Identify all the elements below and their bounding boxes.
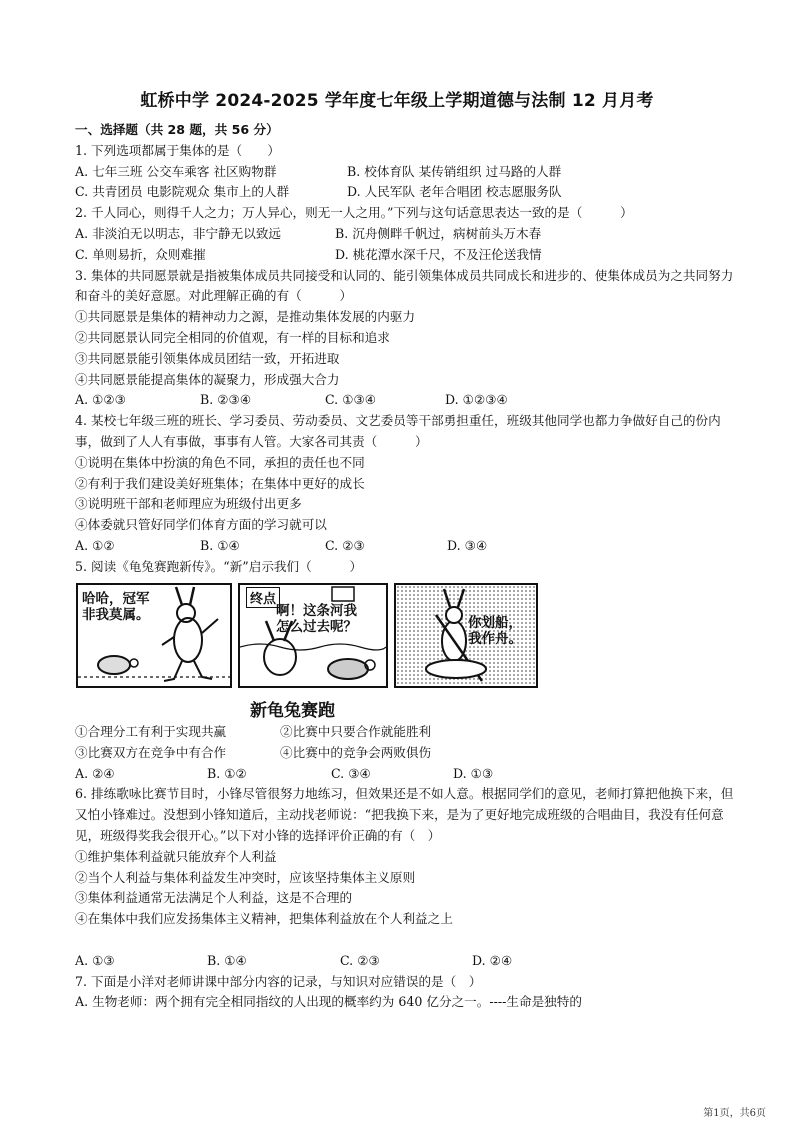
question-4-item-4: ④体委就只管好同学们体育方面的学习就可以: [75, 517, 327, 533]
option-c: C. 单则易折，众则难摧: [75, 246, 206, 262]
option-d: D. 桃花潭水深千尺，不及汪伦送我情: [335, 246, 542, 262]
question-3-item-1: ①共同愿景是集体的精神动力之源，是推动集体发展的内驱力: [75, 309, 416, 325]
question-6-stem: 6. 排练歌咏比赛节目时，小锋尽管很努力地练习，但效果还是不如人意。根据同学们的意见，老师打算把他换下来，但又怕小锋难过。没想到小锋知道后，主动找老师说：“把我换下来，是为了更好地完成班级的合唱曲目，我没有任何意见，班级得奖我会很开心。”以下对小锋的选择评价正确的有（ ）: [75, 786, 734, 843]
question-5-item-3: ③比赛双方在竞争中有合作: [75, 744, 227, 760]
option-d: D. ①③: [453, 765, 494, 781]
question-3-item-2: ②共同愿景认同完全相同的价值观，有一样的目标和追求: [75, 329, 390, 345]
option-b: B. 沉舟侧畔千帆过，病树前头万木春: [335, 225, 542, 241]
option-d: D. 人民军队 老年合唱团 校志愿服务队: [347, 184, 562, 200]
speech-line: 哈哈，冠军: [82, 591, 150, 607]
option-c: C. ③④: [331, 765, 371, 781]
comic-panel-1: [76, 583, 232, 688]
comic-panel-3: [394, 583, 538, 688]
question-4-stem: 4. 某校七年级三班的班长、学习委员、劳动委员、文艺委员等干部勇担重任，班级其他同学也都力争做好自己的份内事，做到了人人有事做，事事有人管。大家各司其责（ ）: [75, 413, 721, 449]
question-3-options: [75, 390, 737, 411]
option-c: C. ②③: [325, 537, 365, 553]
finish-sign: 终点: [246, 587, 280, 608]
option-b: B. ①②: [207, 765, 247, 781]
option-c: C. ②③: [340, 952, 380, 968]
option-a: A. 七年三班 公交车乘客 社区购物群: [75, 163, 277, 179]
question-5-items-row2: [75, 743, 737, 764]
option-d: D. ②④: [472, 952, 513, 968]
option-d: D. ①②③④: [445, 392, 508, 408]
section-heading: 一、选择题（共 28 题，共 56 分）: [75, 122, 279, 137]
speech-line: 怎么过去呢？: [276, 619, 357, 635]
question-1-options-row1: [75, 162, 737, 183]
option-a: A. ①②③: [75, 392, 126, 408]
question-4-item-3: ③说明班干部和老师理应为班级付出更多: [75, 496, 302, 512]
question-5-item-1: ①合理分工有利于实现共赢: [75, 724, 227, 739]
option-a: A. 非淡泊无以明志，非宁静无以致远: [75, 225, 282, 241]
speech-line: 你划船，: [468, 615, 522, 631]
question-6-options: [75, 951, 737, 972]
option-c: C. ①③④: [325, 392, 377, 408]
speech-line: 非我莫属。: [82, 607, 150, 623]
question-5-item-2: ②比赛中只要合作就能胜利: [280, 724, 432, 739]
option-b: B. 校体育队 某传销组织 过马路的人群: [347, 163, 562, 179]
panel-3-speech: [468, 615, 522, 647]
question-4-item-2: ②有利于我们建设美好班集体；在集体中更好的成长: [75, 475, 365, 491]
exam-body: [75, 120, 737, 578]
question-7-stem: 7. 下面是小洋对老师讲课中部分内容的记录，与知识对应错误的是（ ）: [75, 973, 482, 989]
speech-line: 我作舟。: [468, 631, 522, 647]
question-2-options-row1: [75, 224, 737, 245]
question-3-item-3: ③共同愿景能引领集体成员团结一致，开拓进取: [75, 350, 340, 366]
speech-line: 啊！这条河我: [276, 603, 357, 619]
option-b: B. ②③④: [200, 392, 252, 408]
question-2-options-row2: [75, 245, 737, 266]
question-6-item-1: ①维护集体利益就只能放弃个人利益: [75, 848, 277, 864]
question-6-item-3: ③集体利益通常无法满足个人利益，这是不合理的: [75, 890, 353, 906]
question-3-item-4: ④共同愿景能提高集体的凝聚力，形成强大合力: [75, 371, 340, 387]
option-a: A. ②④: [75, 765, 115, 781]
comic-caption: 新龟兔赛跑: [250, 701, 335, 721]
question-4-options: [75, 536, 737, 557]
option-b: B. ①④: [200, 537, 240, 553]
option-c: C. 共青团员 电影院观众 集市上的人群: [75, 184, 290, 200]
option-d: D. ③④: [447, 537, 488, 553]
question-6-item-4: ④在集体中我们应发扬集体主义精神，把集体利益放在个人利益之上: [75, 911, 453, 927]
question-6-item-2: ②当个人利益与集体利益发生冲突时，应该坚持集体主义原则: [75, 869, 416, 885]
page-footer: 第1页，共6页: [703, 1108, 766, 1119]
panel-2-speech: [276, 603, 357, 635]
blank-line: [75, 930, 737, 951]
question-7-option-a: A. 生物老师：两个拥有完全相同指纹的人出现的概率约为 640 亿分之一。----生命是独特的: [75, 994, 582, 1010]
option-a: A. ①③: [75, 952, 115, 968]
comic-panel-2: [238, 583, 388, 688]
question-4-item-1: ①说明在集体中扮演的角色不同，承担的责任也不同: [75, 454, 365, 470]
question-5-items-row1: [75, 722, 737, 743]
question-1-options-row2: [75, 182, 737, 203]
exam-body-continued: [75, 722, 737, 1013]
question-3-stem: 3. 集体的共同愿景就是指被集体成员共同接受和认同的、能引领集体成员共同成长和进步的、使集体成员为之共同努力和奋斗的美好意愿。对此理解正确的有（ ）: [75, 267, 734, 304]
tortoise-hare-comic: [76, 583, 538, 693]
option-a: A. ①②: [75, 537, 115, 553]
question-1-stem: 1. 下列选项都属于集体的是（ ）: [75, 142, 280, 158]
question-2-stem: 2. 千人同心，则得千人之力；万人异心，则无一人之用。”下列与这句话意思表达一致的是（ ）: [75, 205, 633, 221]
question-5-options: [75, 764, 737, 785]
hare-running-icon: [78, 585, 230, 686]
question-5-item-4: ④比赛中的竞争会两败俱伤: [280, 744, 432, 760]
exam-title: 虹桥中学 2024-2025 学年度七年级上学期道德与法制 12 月月考: [140, 91, 654, 111]
option-b: B. ①④: [207, 952, 247, 968]
question-5-stem: 5. 阅读《龟兔赛跑新传》。“新”启示我们（ ）: [75, 558, 363, 574]
